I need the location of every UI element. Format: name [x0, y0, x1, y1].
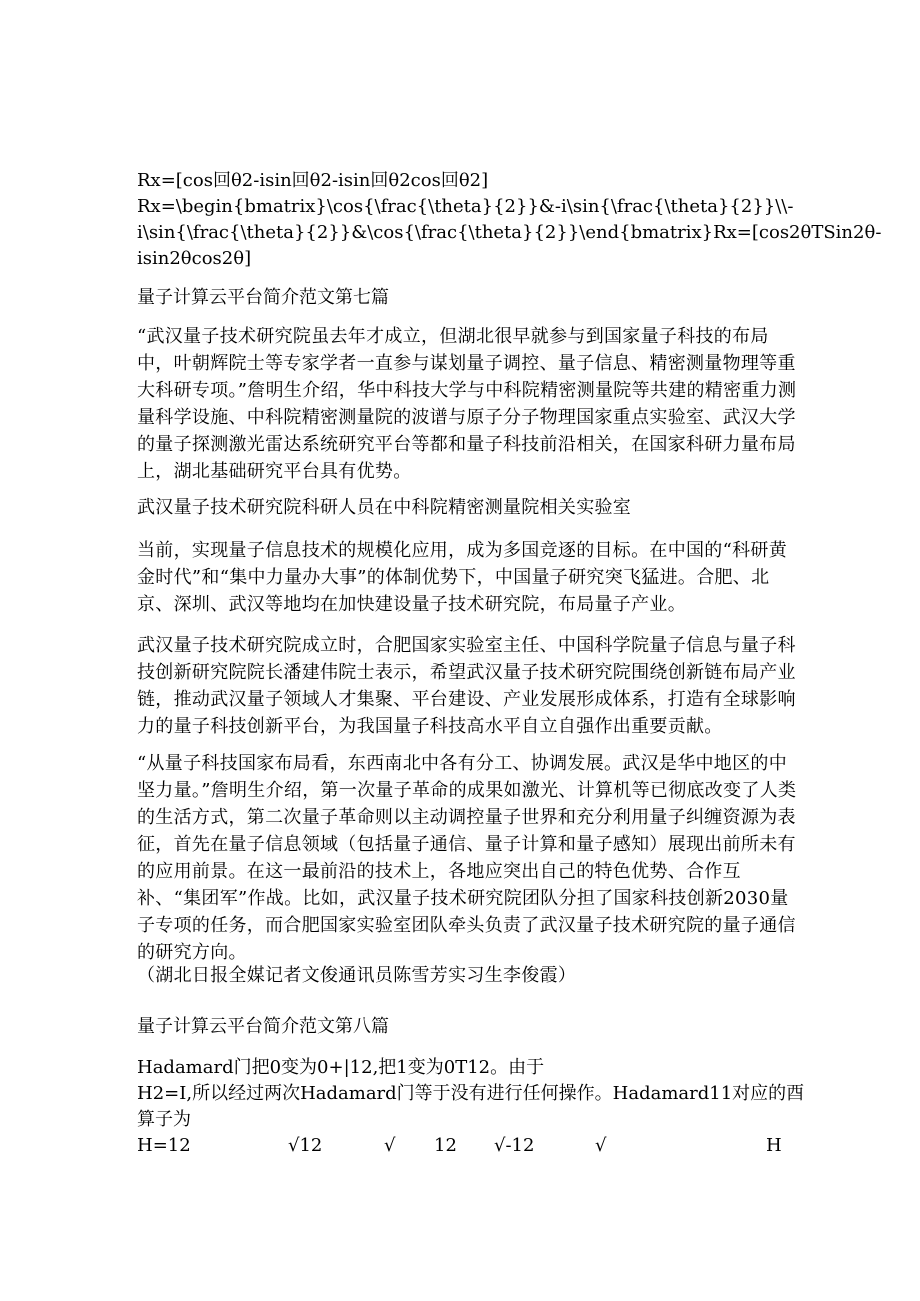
- formula-line-3: i\sin{\frac{\theta}{2}}&\cos{\frac{\theta}{2}}\end{bmatrix}Rx=[cos2θTSin2θ-: [137, 222, 882, 243]
- section-7-paragraph-1: “武汉量子技术研究院虽去年才成立，但湖北很早就参与到国家量子科技的布局中，叶朝辉院士等专家学者一直参与谋划量子调控、量子信息、精密测量物理等重大科研专项。”詹明生介绍，华中科技大学与中科院精密测量院等共建的精密重力测量科学设施、中科院精密测量院的波谱与原子分子物理国家重点实验室、武汉大学的量子探测激光雷达系统研究平台等都和量子科技前沿相关，在国家科研力量布局上，湖北基础研究平台具有优势。: [137, 326, 797, 482]
- section-7-paragraph-2: 武汉量子技术研究院科研人员在中科院精密测量院相关实验室: [137, 497, 632, 518]
- hadamard-text: [137, 1055, 805, 1133]
- matrix-cell: √-12: [494, 1135, 535, 1156]
- matrix-cell: √: [384, 1135, 396, 1156]
- section-7-paragraph-6: （湖北日报全媒记者文俊通讯员陈雪芳实习生李俊霞）: [137, 965, 577, 986]
- formula-line-1: Rx=[cos回θ2-isin回θ2-isin回θ2cos回θ2]: [137, 170, 489, 191]
- section-8-title: 量子计算云平台简介范文第八篇: [137, 1016, 389, 1037]
- matrix-cell: 12: [434, 1135, 457, 1156]
- matrix-cell: H=12: [137, 1135, 191, 1156]
- matrix-cell: H: [766, 1135, 782, 1156]
- hadamard-line-1: Hadamard门把0变为0+|12,把1变为0T12。由于: [137, 1057, 545, 1078]
- section-7-paragraph-4: 武汉量子技术研究院成立时，合肥国家实验室主任、中国科学院量子信息与量子科技创新研究院院长潘建伟院士表示，希望武汉量子技术研究院围绕创新链布局产业链，推动武汉量子领域人才集聚、平台建设、产业发展形成体系，打造有全球影响力的量子科技创新平台，为我国量子科技高水平自立自强作出重要贡献。: [137, 635, 796, 737]
- matrix-cell: √12: [288, 1135, 323, 1156]
- hadamard-line-3: 算子为: [137, 1109, 191, 1130]
- rx-formula: [137, 168, 882, 272]
- section-7-paragraph-5: “从量子科技国家布局看，东西南北中各有分工、协调发展。武汉是华中地区的中坚力量。”詹明生介绍，第一次量子革命的成果如激光、计算机等已彻底改变了人类的生活方式，第二次量子革命则以主动调控量子世界和充分利用量子纠缠资源为表征，首先在量子信息领域（包括量子通信、量子计算和量子感知）展现出前所未有的应用前景。在这一最前沿的技术上，各地应突出自己的特色优势、合作互补、“集团军”作战。比如，武汉量子技术研究院团队分担了国家科技创新2030量子专项的任务，而合肥国家实验室团队牵头负责了武汉量子技术研究院的量子通信的研究方向。: [137, 753, 797, 963]
- hadamard-matrix-row: [0, 1133, 920, 1159]
- hadamard-line-2: H2=I,所以经过两次Hadamard门等于没有进行任何操作。Hadamard11对应的酉: [137, 1083, 805, 1104]
- section-7-title: 量子计算云平台简介范文第七篇: [137, 287, 389, 308]
- formula-line-2: Rx=\begin{bmatrix}\cos{\frac{\theta}{2}}&-i\sin{\frac{\theta}{2}}\\-: [137, 196, 794, 217]
- matrix-cell: √: [595, 1135, 607, 1156]
- formula-line-4: isin2θcos2θ]: [137, 248, 252, 269]
- section-7-paragraph-3: 当前，实现量子信息技术的规模化应用，成为多国竞逐的目标。在中国的“科研黄金时代”和“集中力量办大事”的体制优势下，中国量子研究突飞猛进。合肥、北京、深圳、武汉等地均在加快建设量子技术研究院，布局量子产业。: [137, 540, 787, 615]
